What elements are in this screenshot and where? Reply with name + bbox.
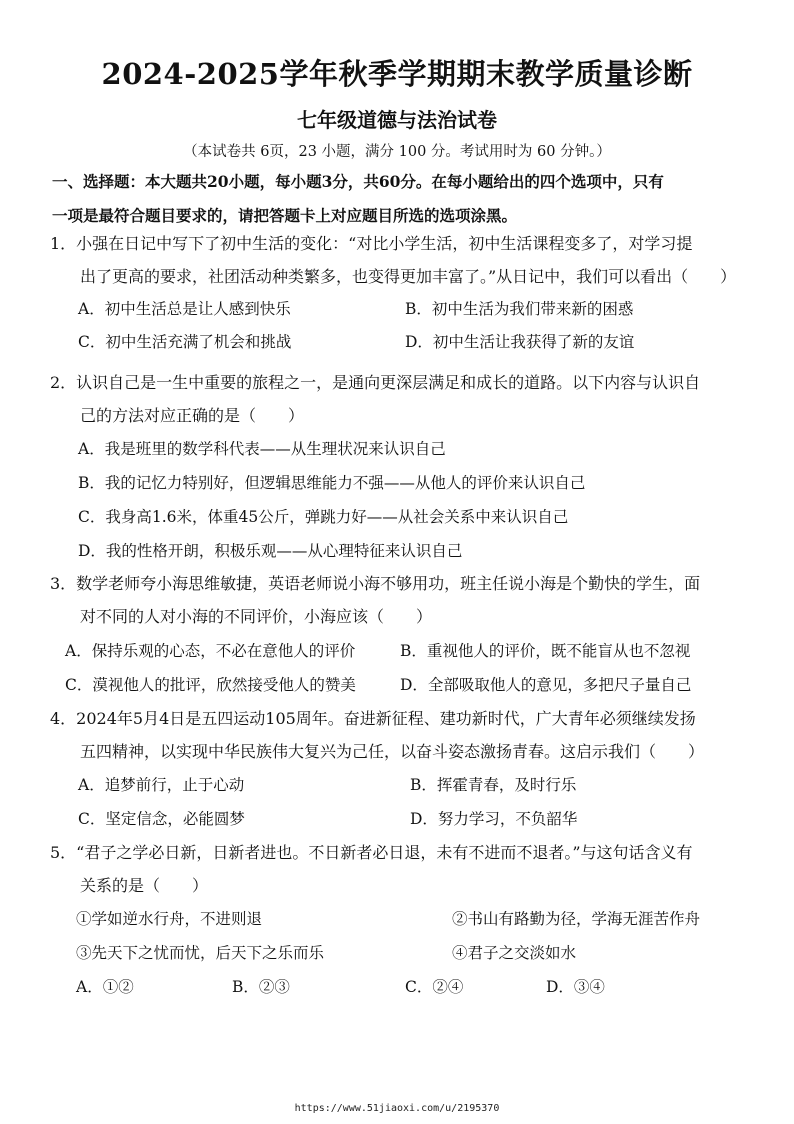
option-b: B．②③: [232, 978, 290, 996]
exam-subtitle: 七年级道德与法治试卷: [297, 108, 497, 132]
option-b: B．初中生活为我们带来新的困惑: [405, 300, 634, 318]
question-stem-line: 1．小强在日记中写下了初中生活的变化：“对比小学生活，初中生活课程变多了，对学习提: [50, 234, 693, 253]
option-b: B．重视他人的评价，既不能盲从也不忽视: [400, 642, 691, 660]
question-stem-line: 4．2024年5月4日是五四运动105周年。奋进新征程、建功新时代，广大青年必须继续发扬: [50, 709, 696, 728]
exam-note: （本试卷共 6页，23 小题，满分 100 分。考试用时为 60 分钟。）: [183, 144, 611, 160]
statement-2: ②书山有路勤为径，学海无涯苦作舟: [452, 910, 701, 928]
option-c: C．初中生活充满了机会和挑战: [78, 333, 292, 351]
statement-1: ①学如逆水行舟，不进则退: [76, 910, 263, 928]
question-stem-line: 5．“君子之学必日新，日新者进也。不日新者必日退，未有不进而不退者。”与这句话含义有: [50, 843, 693, 862]
question-stem-line: 3．数学老师夸小海思维敏捷，英语老师说小海不够用功，班主任说小海是个勤快的学生，面: [50, 574, 701, 593]
footer-watermark: https://www.51jiaoxi.com/u/2195370: [294, 1103, 500, 1114]
option-a: A．保持乐观的心态，不必在意他人的评价: [65, 642, 356, 660]
option-a: A．①②: [76, 978, 134, 996]
option-d: D．我的性格开朗，积极乐观——从心理特征来认识自己: [78, 542, 463, 560]
option-a: A．追梦前行，止于心动: [78, 776, 245, 794]
option-c: C．坚定信念，必能圆梦: [78, 810, 245, 828]
option-a: A．我是班里的数学科代表——从生理状况来认识自己: [78, 440, 446, 458]
option-d: D．努力学习，不负韶华: [410, 810, 578, 828]
option-c: C．漠视他人的批评，欣然接受他人的赞美: [65, 676, 356, 694]
section-instruction-line1: 一、选择题：本大题共20小题，每小题3分，共60分。在每小题给出的四个选项中，只有: [52, 172, 664, 191]
option-b: B．挥霍青春，及时行乐: [410, 776, 577, 794]
question-stem-line: 出了更高的要求，社团活动种类繁多，也变得更加丰富了。”从日记中，我们可以看出（ ）: [80, 267, 737, 286]
question-stem-line: 对不同的人对小海的不同评价，小海应该（ ）: [80, 607, 433, 626]
question-stem-line: 2．认识自己是一生中重要的旅程之一，是通向更深层满足和成长的道路。以下内容与认识自: [50, 373, 701, 392]
option-c: C．②④: [405, 978, 464, 996]
exam-title: 2024-2025学年秋季学期期末教学质量诊断: [101, 57, 693, 91]
option-a: A．初中生活总是让人感到快乐: [78, 300, 291, 318]
question-stem-line: 五四精神，以实现中华民族伟大复兴为己任，以奋斗姿态激扬青春。这启示我们（ ）: [80, 742, 705, 761]
option-d: D．初中生活让我获得了新的友谊: [405, 333, 635, 351]
statement-4: ④君子之交淡如水: [452, 944, 577, 962]
question-stem-line: 己的方法对应正确的是（ ）: [80, 406, 305, 425]
option-c: C．我身高1.6米，体重45公斤，弹跳力好——从社会关系中来认识自己: [78, 508, 569, 526]
statement-3: ③先天下之忧而忧，后天下之乐而乐: [76, 944, 325, 962]
question-stem-line: 关系的是（ ）: [80, 876, 209, 895]
option-d: D．③④: [546, 978, 605, 996]
option-b: B．我的记忆力特别好，但逻辑思维能力不强——从他人的评价来认识自己: [78, 474, 586, 492]
section-instruction-line2: 一项是最符合题目要求的，请把答题卡上对应题目所选的选项涂黑。: [52, 206, 518, 225]
option-d: D．全部吸取他人的意见，多把尺子量自己: [400, 676, 692, 694]
